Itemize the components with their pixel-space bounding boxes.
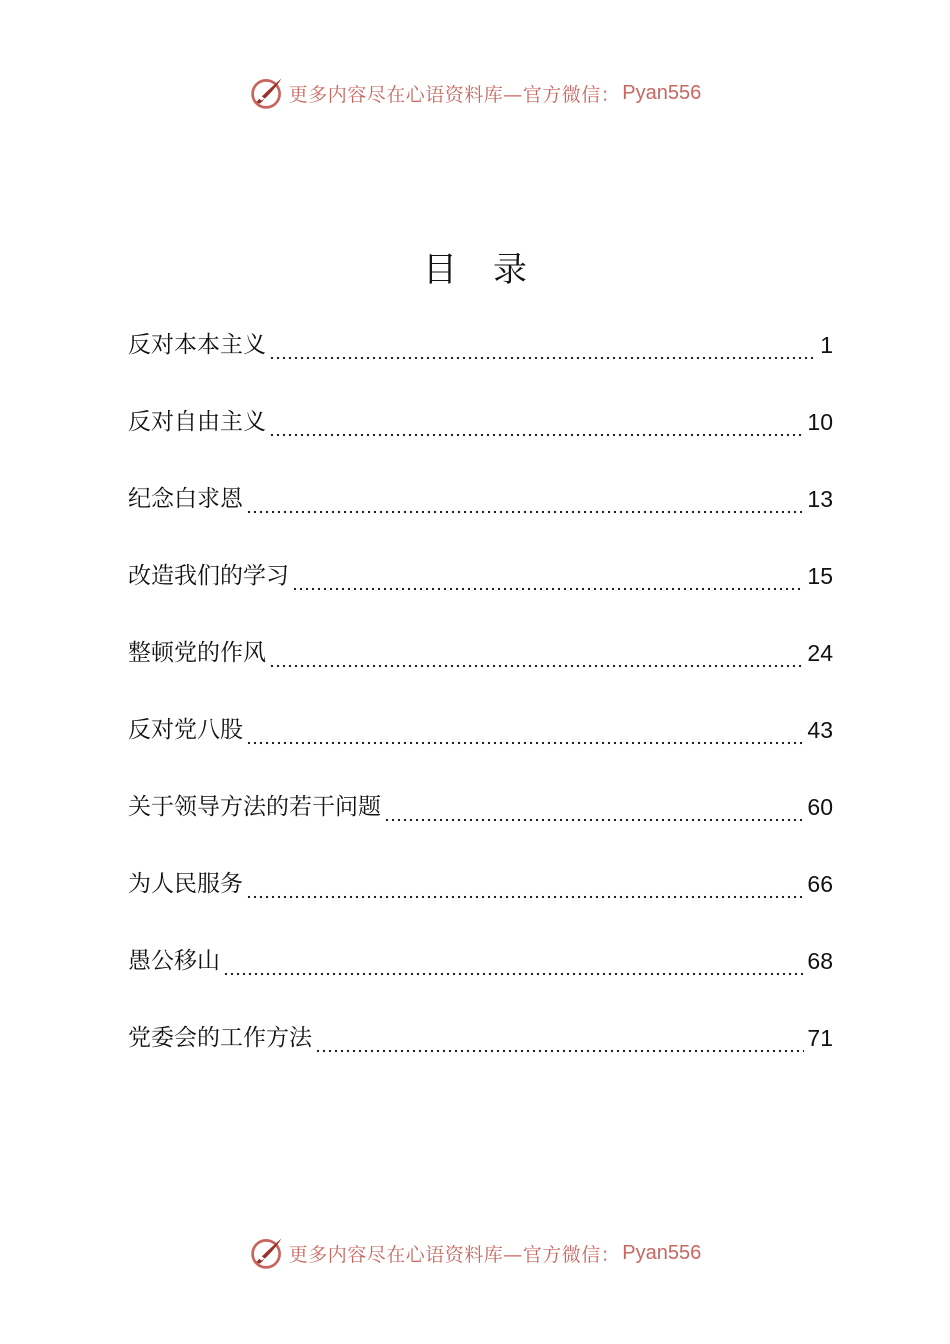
dot-leader <box>269 630 804 676</box>
toc-entry-title: 反对本本主义 <box>128 332 266 358</box>
banner-text: 更多内容尽在心语资料库—官方微信： <box>288 1243 621 1266</box>
toc-entry-page: 15 <box>807 563 833 589</box>
quill-logo-icon <box>249 1235 285 1271</box>
toc-entry-title: 整顿党的作风 <box>128 640 266 666</box>
toc-entry-page: 13 <box>807 486 833 512</box>
toc-entry-title: 纪念白求恩 <box>128 486 243 512</box>
toc-entry-page: 24 <box>807 640 833 666</box>
footer-banner <box>0 1231 950 1275</box>
dot-leader <box>246 476 804 522</box>
toc-entry[interactable] <box>128 399 833 476</box>
toc-entry[interactable] <box>128 553 833 630</box>
dot-leader <box>246 707 804 753</box>
toc-entry-title: 为人民服务 <box>128 871 243 897</box>
toc-title: 目录 <box>423 250 563 290</box>
wechat-id: Pyan556 <box>622 81 702 104</box>
toc-entry-title: 愚公移山 <box>128 948 220 974</box>
dot-leader <box>292 553 804 599</box>
toc-entry[interactable] <box>128 861 833 938</box>
dot-leader <box>269 399 804 445</box>
dot-leader <box>246 861 804 907</box>
toc-entry-page: 1 <box>820 332 833 358</box>
toc-entry-title: 改造我们的学习 <box>128 563 289 589</box>
banner-text: 更多内容尽在心语资料库—官方微信： <box>288 83 621 106</box>
toc-entry-title: 关于领导方法的若干问题 <box>128 794 381 820</box>
toc-entry-title: 党委会的工作方法 <box>128 1025 312 1051</box>
toc-entry[interactable] <box>128 938 833 1015</box>
dot-leader <box>384 784 804 830</box>
toc-entry[interactable] <box>128 630 833 707</box>
table-of-contents <box>128 322 833 1092</box>
toc-entry-page: 43 <box>807 717 833 743</box>
quill-logo-icon <box>249 75 285 111</box>
toc-entry[interactable] <box>128 322 833 399</box>
dot-leader <box>315 1015 804 1061</box>
wechat-id: Pyan556 <box>622 1241 702 1264</box>
toc-entry-page: 10 <box>807 409 833 435</box>
toc-entry-title: 反对党八股 <box>128 717 243 743</box>
toc-entry-title: 反对自由主义 <box>128 409 266 435</box>
toc-entry[interactable] <box>128 784 833 861</box>
dot-leader <box>223 938 804 984</box>
toc-entry-page: 66 <box>807 871 833 897</box>
header-banner <box>0 71 950 115</box>
toc-entry[interactable] <box>128 707 833 784</box>
toc-entry[interactable] <box>128 1015 833 1092</box>
toc-entry-page: 71 <box>807 1025 833 1051</box>
toc-entry[interactable] <box>128 476 833 553</box>
dot-leader <box>269 322 817 368</box>
toc-entry-page: 60 <box>807 794 833 820</box>
toc-entry-page: 68 <box>807 948 833 974</box>
